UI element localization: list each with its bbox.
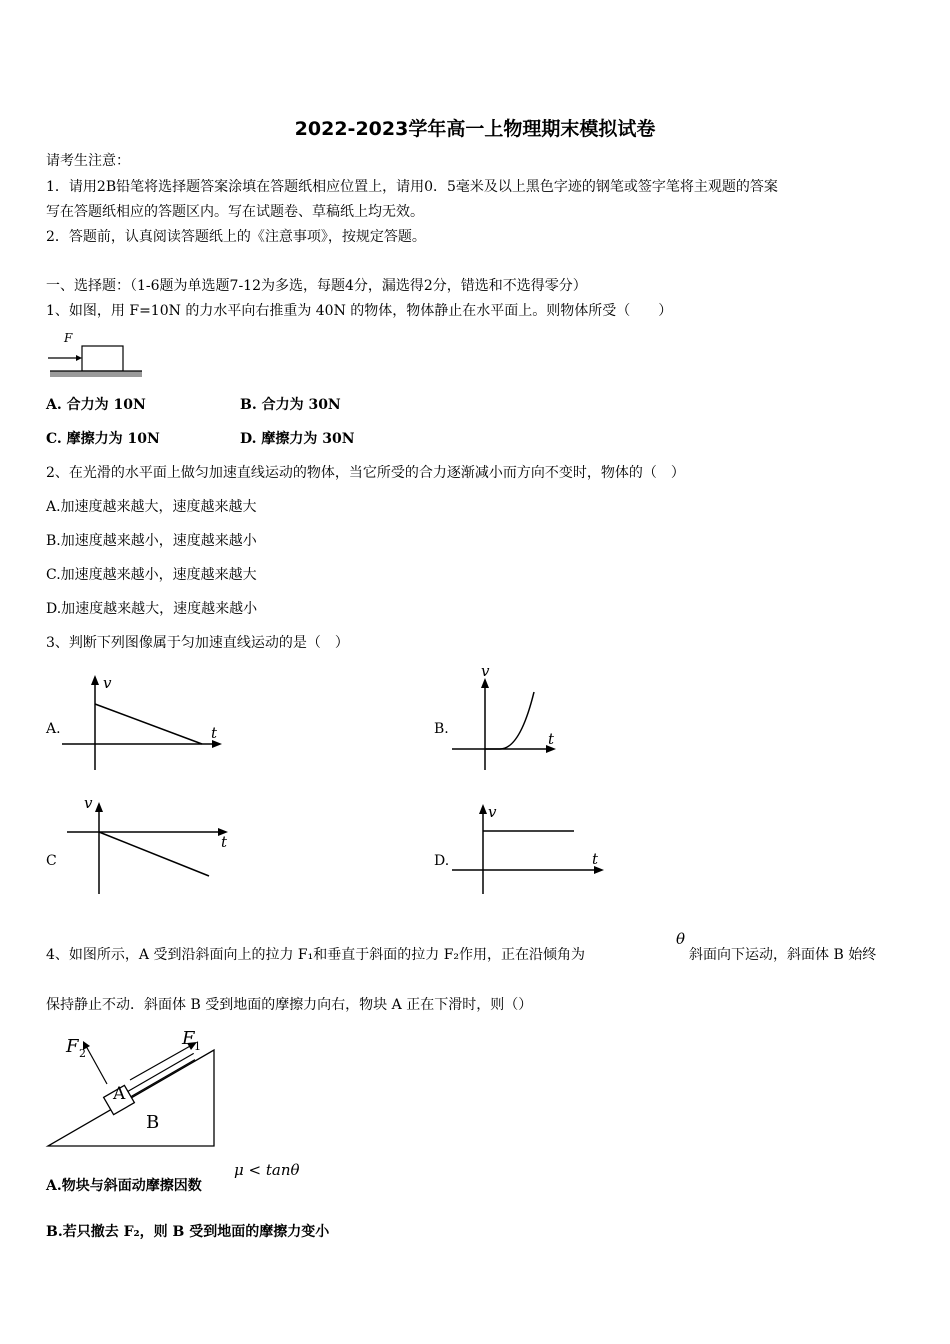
q4-block-a: A (113, 1084, 126, 1104)
q3-graph-a (60, 672, 230, 772)
q3-b-axis-t: t (548, 730, 555, 748)
q3-label-d: D. (434, 853, 450, 869)
q4-option-a: A.物块与斜面动摩擦因数 (46, 1178, 202, 1194)
q1-option-d: D. 摩擦力为 30N (240, 431, 355, 447)
q4-f1-sub: 1 (194, 1040, 201, 1053)
q2-stem: 2、在光滑的水平面上做匀加速直线运动的物体，当它所受的合力逐渐减小而方向不变时，物体的（ ） (46, 465, 685, 481)
q3-c-axis-t: t (221, 833, 228, 851)
q4-stem-1b: 斜面向下运动，斜面体 B 始终 (689, 947, 877, 963)
notice-line-1b: 写在答题纸相应的答题区内。写在试题卷、草稿纸上均无效。 (46, 204, 424, 220)
q4-f2-sub: 2 (79, 1047, 86, 1060)
q3-d-axis-v: v (488, 803, 497, 821)
q4-f1-label: F (182, 1028, 195, 1049)
q1-option-a: A. 合力为 10N (46, 397, 146, 413)
q3-d-axis-t: t (592, 850, 599, 868)
q4-block-b: B (146, 1112, 160, 1133)
q3-stem: 3、判断下列图像属于匀加速直线运动的是（ ） (46, 635, 349, 651)
q4-stem-2: 保持静止不动．斜面体 B 受到地面的摩擦力向右，物块 A 正在下滑时，则（） (46, 997, 533, 1013)
q3-graph-b (450, 660, 565, 772)
q3-a-axis-v: v (103, 674, 112, 692)
q3-a-axis-t: t (211, 724, 218, 742)
q1-option-c: C. 摩擦力为 10N (46, 431, 160, 447)
section-heading: 一、选择题：（1-6题为单选题7-12为多选，每题4分，漏选得2分，错选和不选得零分） (46, 278, 587, 294)
q4-stem-1a: 4、如图所示，A 受到沿斜面向上的拉力 F₁和垂直于斜面的拉力 F₂作用，正在沿倾角为 (46, 947, 586, 963)
q2-option-d: D.加速度越来越大，速度越来越小 (46, 601, 258, 617)
q4-f2-label: F (66, 1036, 79, 1057)
q3-label-a: A. (46, 721, 61, 737)
q3-graph-c (62, 792, 237, 896)
q2-option-c: C.加速度越来越小，速度越来越大 (46, 567, 257, 583)
q3-label-b: B. (434, 721, 449, 737)
q3-graph-d (450, 800, 610, 896)
q4-option-a-formula: μ < tanθ (234, 1161, 300, 1179)
q4-theta: θ (676, 930, 686, 948)
q3-label-c: C (46, 853, 57, 869)
q2-option-b: B.加速度越来越小，速度越来越小 (46, 533, 257, 549)
page-title: 2022-2023学年高一上物理期末模拟试卷 (294, 118, 656, 140)
q2-option-a: A.加速度越来越大，速度越来越大 (46, 499, 257, 515)
q3-b-axis-v: v (481, 662, 490, 680)
q4-figure (46, 1028, 221, 1150)
notice-line-2: 2．答题前，认真阅读答题纸上的《注意事项》，按规定答题。 (46, 229, 426, 245)
q1-stem: 1、如图，用 F=10N 的力水平向右推重为 40N 的物体，物体静止在水平面上。则物体所受（ ） (46, 303, 673, 319)
q1-option-b: B. 合力为 30N (240, 397, 341, 413)
q1-figure (46, 328, 146, 380)
q1-force-label: F (64, 331, 73, 345)
q3-c-axis-v: v (84, 794, 93, 812)
q4-option-b: B.若只撤去 F₂，则 B 受到地面的摩擦力变小 (46, 1224, 330, 1240)
notice-heading: 请考生注意： (46, 153, 130, 169)
notice-line-1a: 1．请用2B铅笔将选择题答案涂填在答题纸相应位置上，请用0．5毫米及以上黑色字迹的钢笔或签字笔将主观题的答案 (46, 179, 778, 195)
